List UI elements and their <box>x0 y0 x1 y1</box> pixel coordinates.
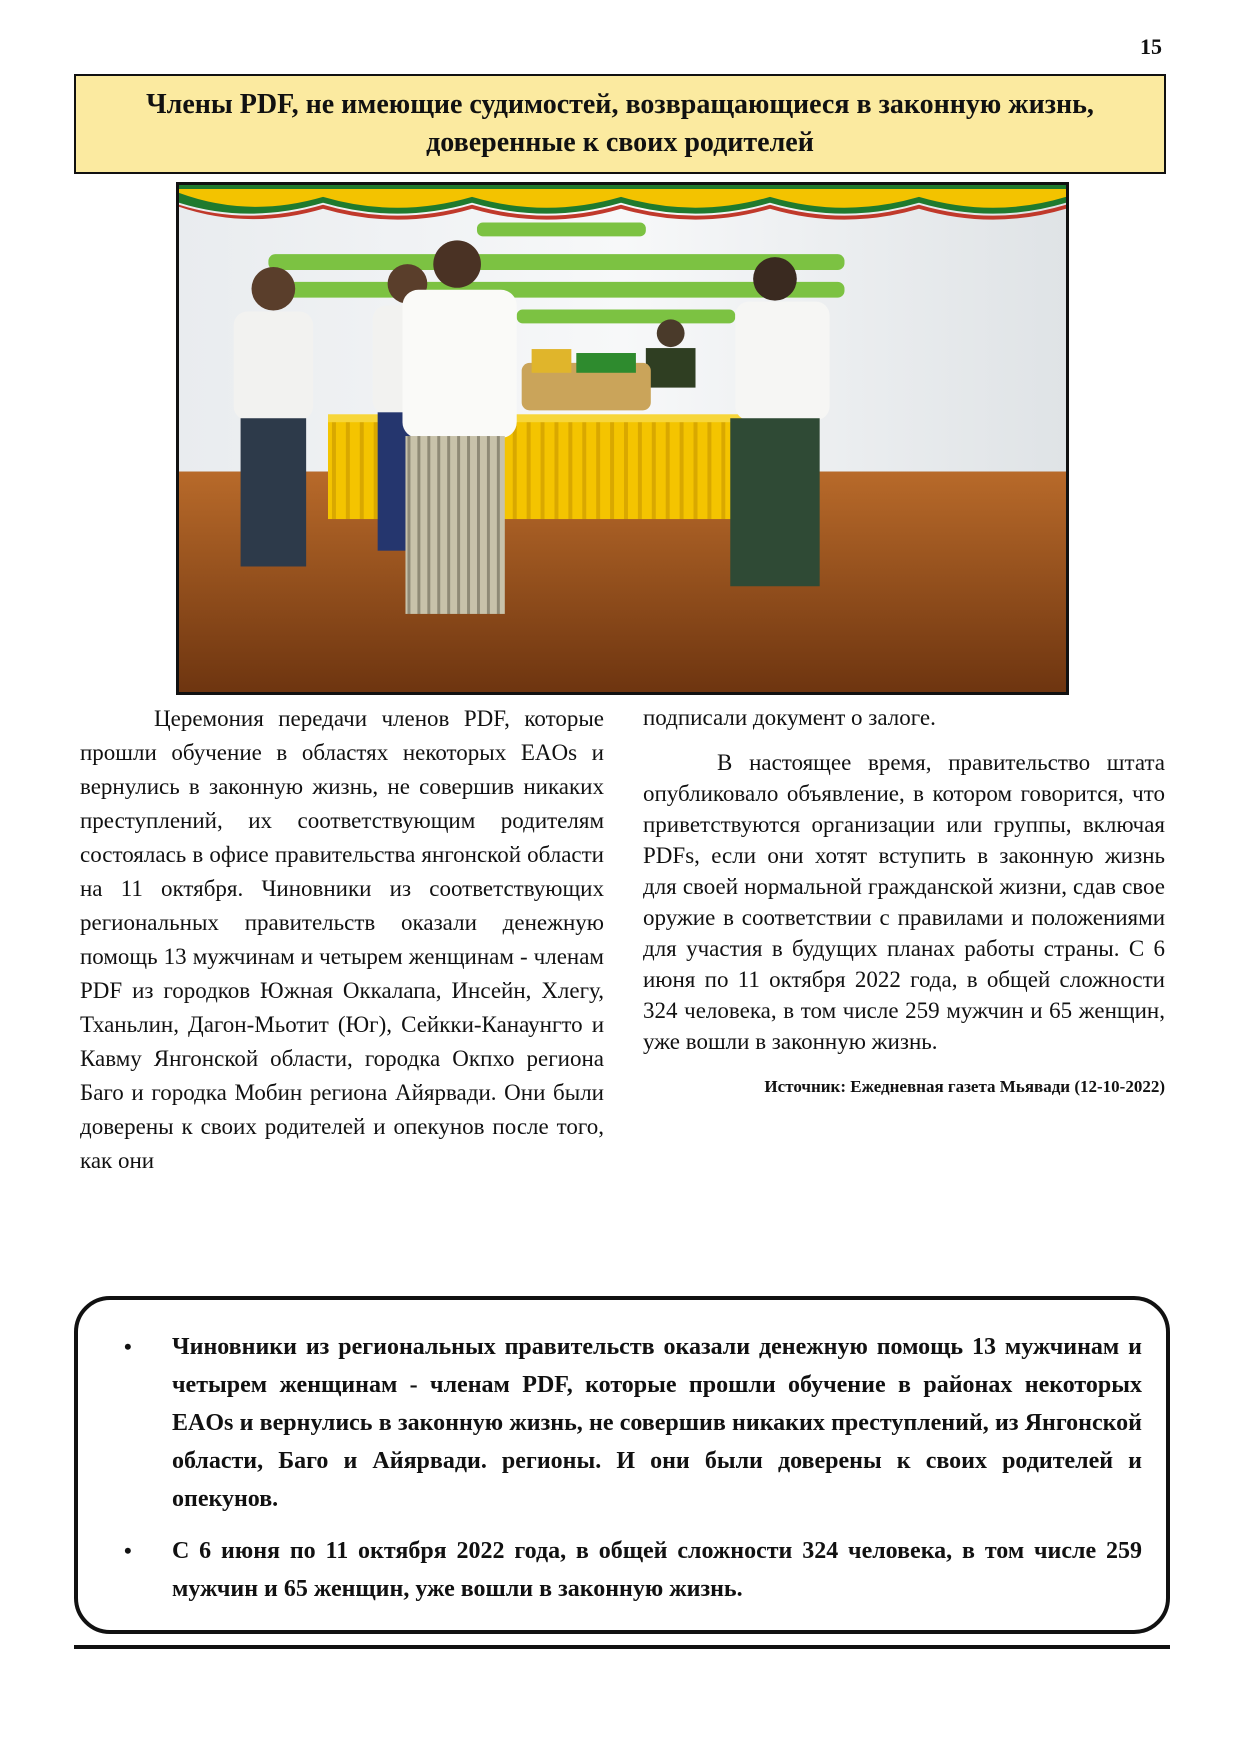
article-source: Источник: Ежедневная газета Мьявади (12-10-2022) <box>764 1077 1165 1096</box>
article-paragraph-1: Церемония передачи членов PDF, которые прошли обучение в областях некоторых EAOs и вернулись в законную жизнь, не совершив никаких преступлений, их соответствующим родителям состоялась в офисе правительства янгонской области на 11 октября. Чиновники из соответствующих региональных правительств оказали денежную помощь 13 мужчинам и четырем женщинам - членам PDF из городков Южная Оккалапа, Инсейн, Хлегу, Тханьлин, Дагон-Мьотит (Юг), Сейкки-Канаунгто и Кавму Янгонской области, городка Окпхо региона Баго и городка Мобин региона Айярвади. Они были доверены к своих родителей и опекунов после того, как они <box>80 706 604 1173</box>
ceremony-photo-illustration <box>179 185 1066 692</box>
page-number: 15 <box>1140 34 1162 59</box>
ceremony-photo <box>176 182 1069 695</box>
article-right-column <box>643 702 1165 1099</box>
article-paragraph-1-continued: подписали документ о залоге. <box>643 705 936 730</box>
title-line-1: Члены PDF, не имеющие судимостей, возвращающиеся в законную жизнь, <box>146 89 1094 120</box>
summary-item-text: Чиновники из региональных правительств оказали денежную помощь 13 мужчинам и четырем женщинам - членам PDF, которые прошли обучение в районах некоторых EAOs и вернулись в законную жизнь, не совершив никаких преступлений, из Янгонской области, Баго и Айярвади. регионы. И они были доверены к своих родителей и опекунов. <box>172 1334 1142 1512</box>
page-title <box>74 74 1166 174</box>
summary-item <box>118 1328 1142 1518</box>
summary-box <box>74 1296 1170 1634</box>
bottom-divider <box>74 1645 1170 1649</box>
bullet-icon: • <box>124 1538 132 1563</box>
bullet-icon: • <box>124 1334 132 1359</box>
article-left-column <box>80 702 604 1178</box>
summary-item <box>118 1532 1142 1608</box>
title-line-2: доверенные к своих родителей <box>426 127 814 158</box>
article-paragraph-2: В настоящее время, правительство штата опубликовало объявление, в котором говорится, что приветствуются организации или группы, включая PDFs, если они хотят вступить в законную жизнь для своей нормальной гражданской жизни, сдав свое оружие в соответствии с правилами и положениями для участия в будущих планах работы страны. С 6 июня по 11 октября 2022 года, в общей сложности 324 человека, в том числе 259 мужчин и 65 женщин, уже вошли в законную жизнь. <box>643 750 1165 1054</box>
summary-item-text: С 6 июня по 11 октября 2022 года, в общей сложности 324 человека, в том числе 259 мужчин и 65 женщин, уже вошли в законную жизнь. <box>172 1538 1142 1602</box>
